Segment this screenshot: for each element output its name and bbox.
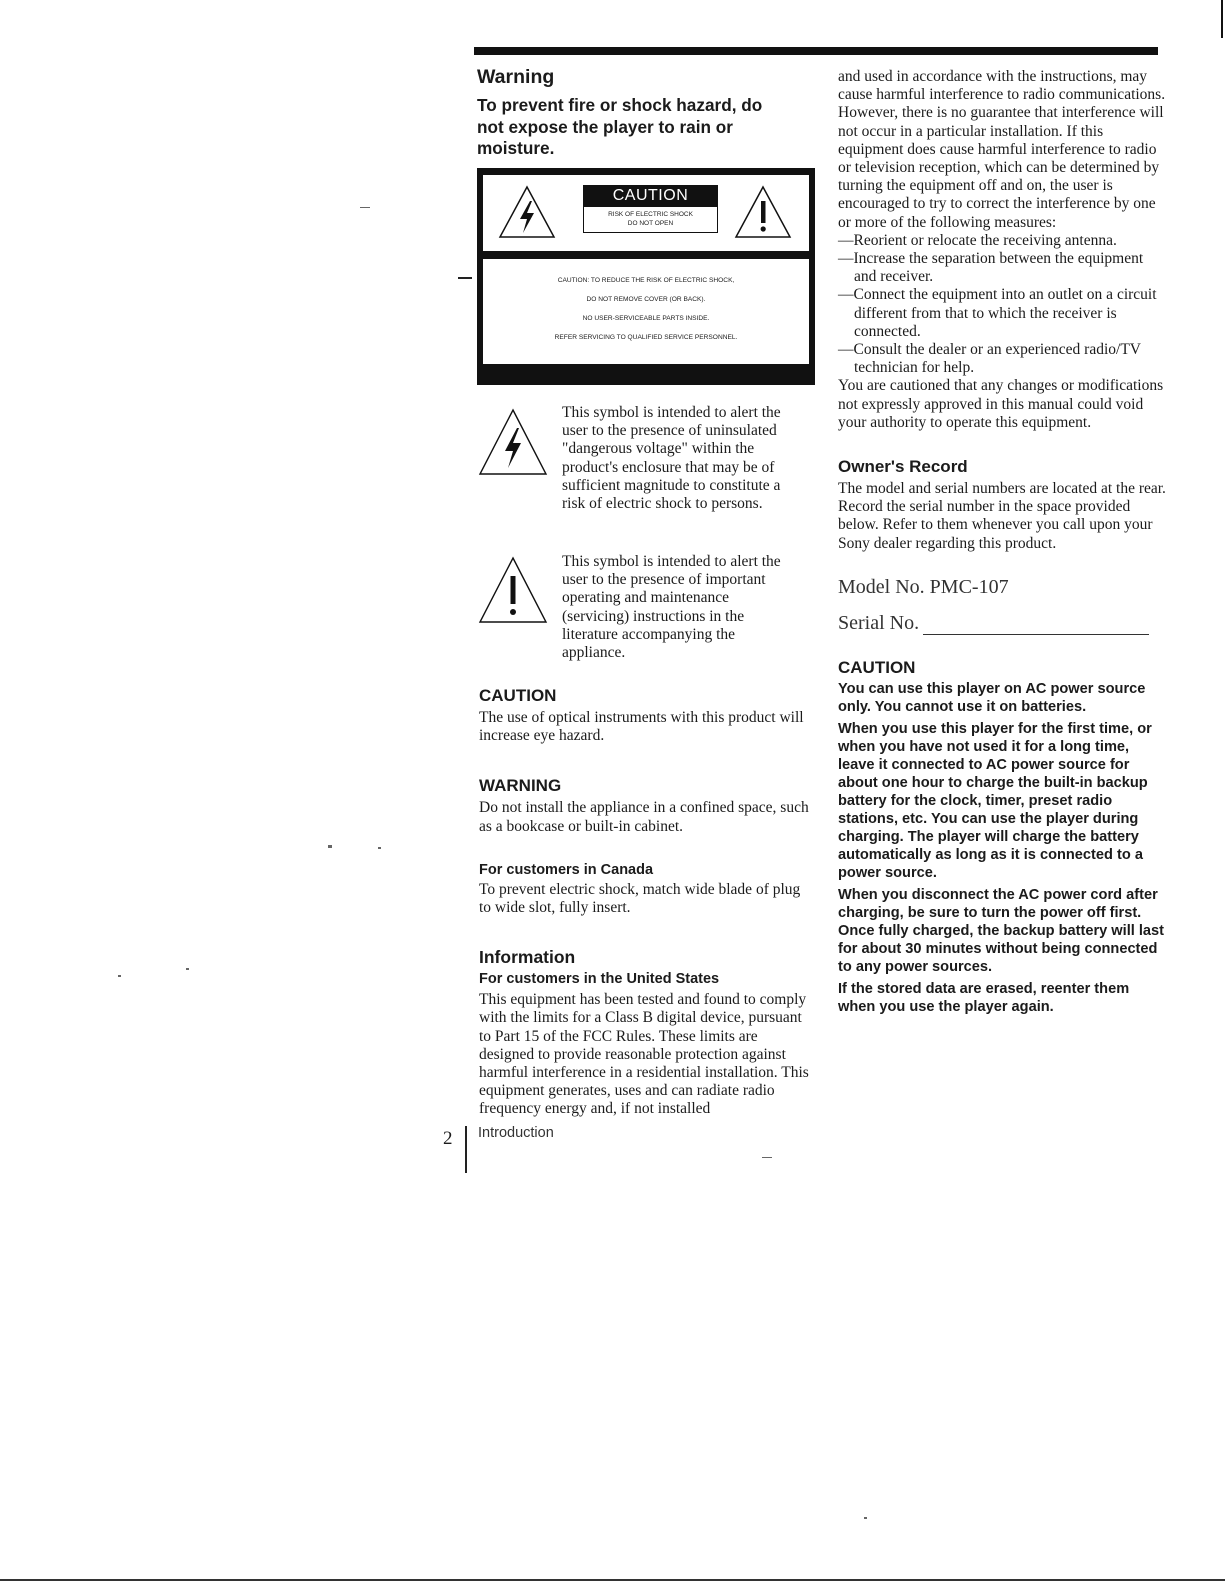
serial-number-field [838, 611, 1168, 635]
caution-para: You can use this player on AC power source only. You cannot use it on batteries. [838, 680, 1146, 715]
scan-edge-mark [1221, 0, 1223, 38]
us-body: This equipment has been tested and found to comply with the limits for a Class B digital device, pursuant to Part 15 of the FCC Rules. These limits are designed to provide reasonable protection against harmful interference in a residential installation. This equipment generates, uses and can radiate radio frequency energy and, if not installed [479, 991, 809, 1118]
caution-label-line: DO NOT OPEN [627, 220, 674, 227]
footer-rule [465, 1126, 467, 1173]
warning2-heading: WARNING [479, 776, 562, 796]
list-item: —Consult the dealer or an experienced radio/TV technician for help. [838, 341, 1141, 377]
serial-number-blank [923, 616, 1149, 635]
owners-record-body: The model and serial numbers are located at the rear. Record the serial number in the space provided below. Refer to them whenever you call upon your Sony dealer regarding this product. [838, 480, 1166, 552]
list-item: —Reorient or relocate the receiving antenna. [838, 231, 1117, 249]
measures-list [838, 232, 1168, 378]
caution-label-box [477, 168, 815, 385]
scan-speck [118, 975, 121, 977]
scan-bottom-edge [0, 1579, 1225, 1581]
caution-heading-right: CAUTION [838, 657, 916, 677]
caution-heading: CAUTION [479, 686, 557, 705]
page-number: 2 [443, 1128, 453, 1149]
list-item: —Increase the separation between the equipment and receiver. [838, 250, 1144, 286]
caution-para: When you disconnect the AC power cord after charging, be sure to turn the power off first. Once fully charged, the backup battery will last for about 30 minutes without being connected to any power sources. [838, 886, 1165, 975]
left-column-lower [479, 685, 809, 1119]
scan-speck [378, 847, 381, 849]
caution-line: CAUTION: TO REDUCE THE RISK OF ELECTRIC SHOCK, [557, 277, 735, 284]
scan-speck [360, 207, 370, 208]
caution-line: REFER SERVICING TO QUALIFIED SERVICE PERSONNEL. [554, 334, 738, 341]
lightning-warning-icon [498, 185, 556, 239]
caution-para: If the stored data are erased, reenter them when you use the player again. [838, 980, 1130, 1015]
scan-speck [762, 1157, 772, 1158]
caution-label-sub [583, 207, 718, 233]
serial-number-label: Serial No. [838, 611, 920, 634]
owners-record-heading: Owner's Record [838, 457, 968, 477]
scan-speck [186, 968, 189, 970]
cautioned-body: You are cautioned that any changes or modifications not expressly approved in this manual could void your authority to operate this equipment. [838, 377, 1164, 431]
right-column [838, 68, 1168, 1016]
left-column-top [477, 64, 817, 160]
info-heading: Information [479, 947, 576, 968]
margin-arrow-mark [458, 277, 472, 279]
caution-line: DO NOT REMOVE COVER (OR BACK). [586, 296, 706, 303]
scan-speck [864, 1517, 867, 1519]
caution-para: When you use this player for the first time, or when you have not used it for a long time, leave it connected to AC power source for about one hour to charge the built-in backup battery for the clock, timer, preset radio stations, etc. You can use the player during charging. The player will charge the battery automatically as long as it is connected to a power source. [838, 720, 1152, 881]
caution-label-top [483, 175, 809, 251]
caution-label-line: RISK OF ELECTRIC SHOCK [608, 211, 693, 218]
model-number: Model No. PMC-107 [838, 575, 1009, 598]
canada-body: To prevent electric shock, match wide blade of plug to wide slot, fully insert. [479, 880, 801, 917]
symbol1-text: This symbol is intended to alert the user to the presence of uninsulated "dangerous voltage" within the product's enclosure that may be of sufficient magnitude to constitute a risk of electric shock to persons. [562, 404, 781, 513]
exclamation-warning-icon [478, 556, 548, 624]
caution-text-panel [483, 259, 809, 364]
caution-body: The use of optical instruments with this product will increase eye hazard. [479, 709, 804, 745]
us-heading: For customers in the United States [479, 971, 720, 988]
caution-line: NO USER-SERVICEABLE PARTS INSIDE. [582, 315, 710, 322]
warning2-body: Do not install the appliance in a confined space, such as a bookcase or built-in cabinet. [479, 799, 809, 835]
list-item: —Connect the equipment into an outlet on a circuit different from that to which the receiver is connected. [838, 286, 1157, 340]
fcc-continued-body: and used in accordance with the instructions, may cause harmful interference to radio communications. However, there is no guarantee that interference will not occur in a particular installation. If this equipment does cause harmful interference to radio or television reception, which can be determined by turning the equipment off and on, the user is encouraged to try to correct the interference by one or more of the following measures: [838, 68, 1166, 231]
scan-speck [328, 845, 332, 848]
canada-heading: For customers in Canada [479, 861, 654, 878]
caution-label-title: CAUTION [583, 185, 718, 207]
exclamation-warning-icon [734, 185, 792, 239]
symbol2-text: This symbol is intended to alert the user to the presence of important operating and maintenance (servicing) instructions in the literature accompanying the appliance. [562, 553, 781, 662]
warning-lead: To prevent fire or shock hazard, do not expose the player to rain or moisture. [477, 95, 763, 158]
warning-title: Warning [477, 66, 555, 88]
footer-section: Introduction [478, 1125, 554, 1141]
lightning-warning-icon [478, 408, 548, 476]
header-rule [474, 47, 1158, 55]
caution-label [583, 185, 718, 233]
